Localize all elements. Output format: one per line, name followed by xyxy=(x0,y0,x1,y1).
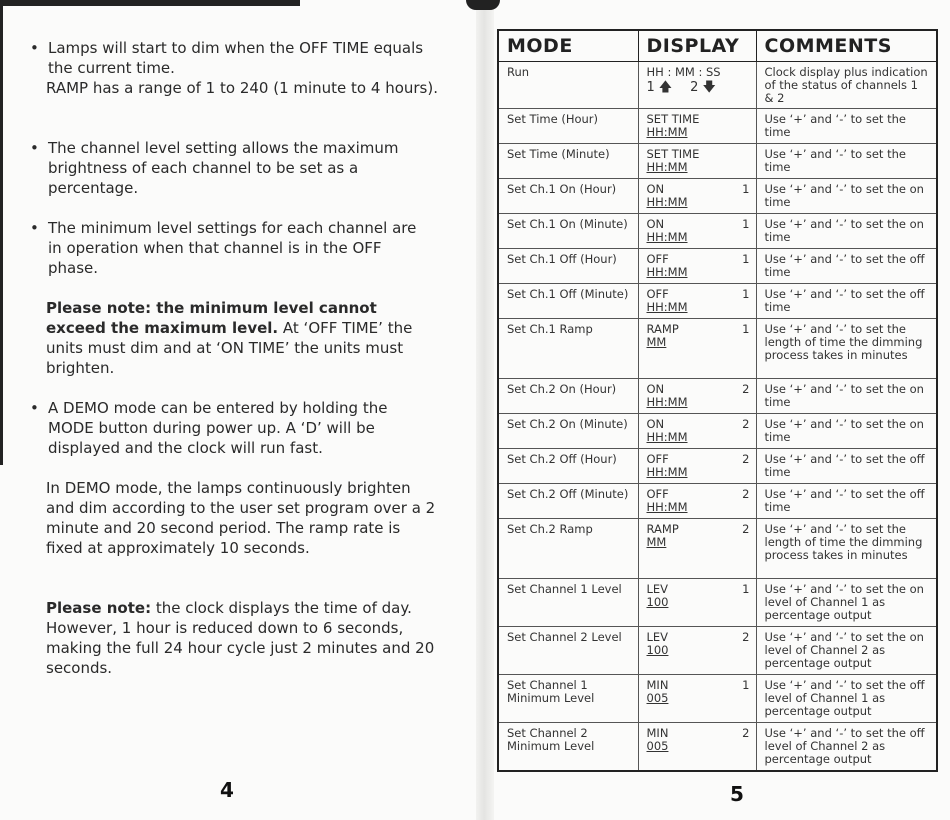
header-comments: COMMENTS xyxy=(756,30,937,62)
comment-cell: Use ‘+’ and ‘-’ to set the off time xyxy=(756,284,937,319)
display-line-1: LEV xyxy=(646,582,669,596)
channel-number: 1 xyxy=(742,322,750,336)
display-cell xyxy=(638,723,756,771)
mode-cell: Set Channel 1 Level xyxy=(498,579,638,627)
mode-cell: Set Ch.2 Off (Minute) xyxy=(498,484,638,519)
display-content xyxy=(647,383,750,409)
table-row xyxy=(498,109,937,144)
display-line-1: ON xyxy=(646,382,665,396)
display-line-1: OFF xyxy=(646,487,669,501)
display-line-2: 005 xyxy=(646,739,669,753)
comment-cell: Use ‘+’ and ‘-’ to set the time xyxy=(756,109,937,144)
display-cell xyxy=(638,284,756,319)
mode-cell: Set Ch.1 On (Minute) xyxy=(498,214,638,249)
display-line-1: RAMP xyxy=(646,322,679,336)
display-line-2: HH:MM xyxy=(646,395,688,409)
table-row xyxy=(498,449,937,484)
mode-cell: Set Ch.2 Off (Hour) xyxy=(498,449,638,484)
display-content xyxy=(647,679,750,705)
bullet-text: The channel level setting allows the maximum brightness of each channel to be set as a percentage. xyxy=(48,139,399,197)
bullet-dot: • xyxy=(30,39,39,57)
display-cell xyxy=(638,627,756,675)
mode-cell: Set Channel 2 Level xyxy=(498,627,638,675)
mode-table xyxy=(497,29,938,772)
table-row xyxy=(498,319,937,379)
comment-cell: Use ‘+’ and ‘-’ to set the on time xyxy=(756,214,937,249)
display-cell xyxy=(638,62,756,109)
display-cell xyxy=(638,109,756,144)
display-cell xyxy=(638,249,756,284)
book-spine xyxy=(476,0,494,820)
display-content xyxy=(647,453,750,479)
table-row xyxy=(498,519,937,579)
bullet-dot: • xyxy=(30,399,39,417)
comment-cell: Use ‘+’ and ‘-’ to set the off level of Channel 2 as percentage output xyxy=(756,723,937,771)
mode-cell: Set Ch.1 Off (Minute) xyxy=(498,284,638,319)
table-row xyxy=(498,379,937,414)
display-cell xyxy=(638,484,756,519)
channel-number: 1 xyxy=(742,287,750,301)
display-cell xyxy=(638,319,756,379)
comment-cell: Use ‘+’ and ‘-’ to set the on time xyxy=(756,379,937,414)
display-line-1: ON xyxy=(646,417,665,431)
channel-number: 1 xyxy=(742,182,750,196)
display-line-2: HH:MM xyxy=(646,430,688,444)
display-content xyxy=(647,148,750,174)
display-content xyxy=(647,113,750,139)
display-content xyxy=(647,253,750,279)
note-rest: the clock displays the time of day. However, 1 hour is reduced down to 6 seconds, making the full 24 hour cycle just 2 minutes and 20 seconds. xyxy=(46,599,435,677)
table-row xyxy=(498,62,937,109)
header-mode: MODE xyxy=(498,30,638,62)
display-content xyxy=(647,183,750,209)
display-content xyxy=(647,727,750,753)
comment-cell: Use ‘+’ and ‘-’ to set the off time xyxy=(756,484,937,519)
display-line-2: HH:MM xyxy=(646,125,688,139)
mode-cell: Set Ch.1 On (Hour) xyxy=(498,179,638,214)
demo-mode-paragraph: In DEMO mode, the lamps continuously brighten and dim according to the user set program over a 2 minute and 20 second period. The ramp rate is fixed at approximately 10 seconds. xyxy=(46,479,436,557)
mode-cell: Set Channel 2 Minimum Level xyxy=(498,723,638,771)
channel-number: 2 xyxy=(742,487,750,501)
comment-cell: Use ‘+’ and ‘-’ to set the length of time the dimming process takes in minutes xyxy=(756,319,937,379)
display-content xyxy=(647,523,750,549)
table-row xyxy=(498,723,937,771)
comment-cell: Use ‘+’ and ‘-’ to set the off level of Channel 1 as percentage output xyxy=(756,675,937,723)
display-content xyxy=(647,288,750,314)
channel-number: 1 xyxy=(742,582,750,596)
display-cell xyxy=(638,519,756,579)
display-line-2: HH:MM xyxy=(646,465,688,479)
page-number-right: 5 xyxy=(730,782,744,806)
display-content xyxy=(647,218,750,244)
comment-cell: Use ‘+’ and ‘-’ to set the on level of Channel 1 as percentage output xyxy=(756,579,937,627)
display-line-1: RAMP xyxy=(646,522,679,536)
display-cell xyxy=(638,414,756,449)
arrow-label: 1 xyxy=(646,80,655,95)
right-page xyxy=(494,0,950,820)
display-cell xyxy=(638,144,756,179)
table-row xyxy=(498,675,937,723)
display-line-1: OFF xyxy=(646,287,669,301)
display-line-1: SET TIME xyxy=(646,112,700,126)
display-content xyxy=(647,631,750,657)
channel-number: 2 xyxy=(742,417,750,431)
display-line-2: MM xyxy=(646,335,667,349)
comment-cell: Use ‘+’ and ‘-’ to set the off time xyxy=(756,449,937,484)
display-line-2: MM xyxy=(646,535,667,549)
comment-cell: Clock display plus indication of the status of channels 1 & 2 xyxy=(756,62,937,109)
display-cell xyxy=(638,675,756,723)
table-row xyxy=(498,214,937,249)
header-display: DISPLAY xyxy=(638,30,756,62)
comment-cell: Use ‘+’ and ‘-’ to set the on time xyxy=(756,179,937,214)
ramp-range-text: RAMP has a range of 1 to 240 (1 minute to 4 hours). xyxy=(46,79,438,97)
mode-cell: Set Time (Hour) xyxy=(498,109,638,144)
channel-number: 2 xyxy=(742,382,750,396)
table-row xyxy=(498,579,937,627)
page-number-left: 4 xyxy=(220,778,234,802)
display-line-1: OFF xyxy=(646,452,669,466)
comment-cell: Use ‘+’ and ‘-’ to set the time xyxy=(756,144,937,179)
display-line-1: ON xyxy=(646,217,665,231)
mode-cell: Set Ch.1 Off (Hour) xyxy=(498,249,638,284)
display-line-1: ON xyxy=(646,182,665,196)
table-row xyxy=(498,414,937,449)
bullet-text: A DEMO mode can be entered by holding the MODE button during power up. A ‘D’ will be displayed and the clock will run fast. xyxy=(48,399,388,457)
display-line-2: 100 xyxy=(646,595,669,609)
bullet-dot: • xyxy=(30,219,39,237)
display-line-1: LEV xyxy=(646,630,669,644)
table-row xyxy=(498,627,937,675)
note-minimum-level xyxy=(46,298,438,378)
display-cell xyxy=(638,214,756,249)
mode-cell: Set Channel 1 Minimum Level xyxy=(498,675,638,723)
bullet-text: Lamps will start to dim when the OFF TIME equals the current time. xyxy=(48,39,424,77)
comment-cell: Use ‘+’ and ‘-’ to set the on level of Channel 2 as percentage output xyxy=(756,627,937,675)
bullet-text: The minimum level settings for each channel are in operation when that channel is in the OFF phase. xyxy=(48,219,417,277)
display-line-2: 005 xyxy=(646,691,669,705)
mode-cell: Set Time (Minute) xyxy=(498,144,638,179)
display-cell xyxy=(638,379,756,414)
display-line-1: HH : MM : SS xyxy=(646,65,721,79)
table-row xyxy=(498,144,937,179)
display-cell xyxy=(638,449,756,484)
channel-number: 2 xyxy=(742,630,750,644)
mode-cell: Set Ch.2 On (Hour) xyxy=(498,379,638,414)
display-content xyxy=(647,323,750,349)
table-header-row xyxy=(498,30,937,62)
display-line-2: 100 xyxy=(646,643,669,657)
comment-cell: Use ‘+’ and ‘-’ to set the on time xyxy=(756,414,937,449)
display-content xyxy=(647,418,750,444)
note-bold: Please note: xyxy=(46,599,152,617)
display-line-2: HH:MM xyxy=(646,230,688,244)
display-line-2: HH:MM xyxy=(646,195,688,209)
channel-number: 2 xyxy=(742,726,750,740)
display-line-2: HH:MM xyxy=(646,160,688,174)
table-row xyxy=(498,249,937,284)
table-row xyxy=(498,484,937,519)
bullet-dot: • xyxy=(30,139,39,157)
mode-cell: Run xyxy=(498,62,638,109)
channel-2-down-arrow-icon: 2 🡇 xyxy=(690,80,716,95)
mode-cell: Set Ch.1 Ramp xyxy=(498,319,638,379)
mode-cell: Set Ch.2 Ramp xyxy=(498,519,638,579)
note-rest: At ‘OFF TIME’ the units must dim and at ‘ON TIME’ the units must brighten. xyxy=(46,319,413,377)
display-line-2: HH:MM xyxy=(646,500,688,514)
display-line-2: HH:MM xyxy=(646,300,688,314)
display-line-1: SET TIME xyxy=(646,147,700,161)
display-line-1: MIN xyxy=(646,726,669,740)
channel-1-up-arrow-icon: 1 🡅 xyxy=(646,80,673,95)
mode-cell: Set Ch.2 On (Minute) xyxy=(498,414,638,449)
display-line-1: MIN xyxy=(646,678,669,692)
display-line-2: HH:MM xyxy=(646,265,688,279)
channel-number: 2 xyxy=(742,452,750,466)
comment-cell: Use ‘+’ and ‘-’ to set the length of time the dimming process takes in minutes xyxy=(756,519,937,579)
channel-number: 2 xyxy=(742,522,750,536)
table-row xyxy=(498,284,937,319)
arrow-label: 2 xyxy=(690,80,699,95)
comment-cell: Use ‘+’ and ‘-’ to set the off time xyxy=(756,249,937,284)
display-content xyxy=(647,583,750,609)
display-content xyxy=(647,488,750,514)
channel-number: 1 xyxy=(742,252,750,266)
display-cell xyxy=(638,179,756,214)
display-line-1: OFF xyxy=(646,252,669,266)
channel-number: 1 xyxy=(742,217,750,231)
display-content xyxy=(647,66,750,94)
table-row xyxy=(498,179,937,214)
table-body xyxy=(498,62,937,771)
note-bold: Please note: the minimum level cannot exceed the maximum level. xyxy=(46,299,377,337)
display-cell xyxy=(638,579,756,627)
channel-number: 1 xyxy=(742,678,750,692)
channel-status-arrows xyxy=(647,81,750,94)
note-clock xyxy=(46,598,438,678)
